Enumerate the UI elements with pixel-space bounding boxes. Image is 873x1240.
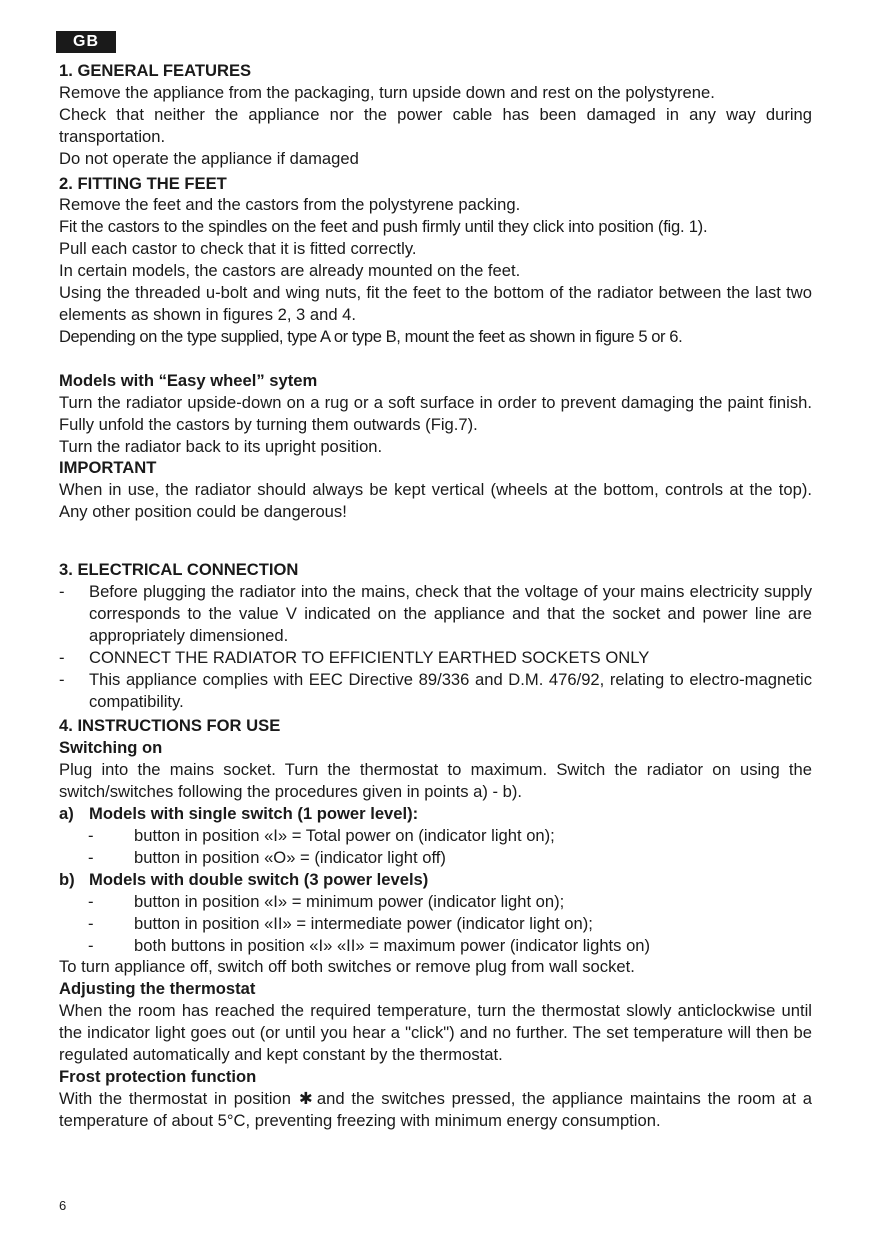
dash-list — [59, 581, 812, 712]
paragraph: Remove the appliance from the packaging, turn upside down and rest on the polystyrene. — [59, 82, 715, 102]
paragraph: When the room has reached the required temperature, turn the thermostat slowly anticlockwise until the indicator light goes out (or until you hear a "click") and no further. The set temperature will then be regulated automatically and kept constant by the thermostat. — [59, 1001, 812, 1065]
subsection-title: Models with “Easy wheel” sytem — [59, 370, 318, 390]
language-badge: GB — [56, 31, 116, 53]
list-item: - CONNECT THE RADIATOR TO EFFICIENTLY EARTHED SOCKETS ONLY — [59, 647, 812, 669]
option-letter: b) — [59, 869, 75, 889]
list-item: - Before plugging the radiator into the mains, check that the voltage of your mains electricity supply corresponds to the value V indicated on the appliance and that the socket and power line are appropriately dimensioned. — [59, 581, 812, 647]
paragraph: Pull each castor to check that it is fitted correctly. — [59, 239, 417, 259]
paragraph: To turn appliance off, switch off both switches or remove plug from wall socket. — [59, 957, 635, 977]
subsection-title: Adjusting the thermostat — [59, 979, 256, 999]
paragraph: Fit the castors to the spindles on the feet and push firmly until they click into position (fig. 1). — [59, 217, 708, 237]
paragraph: Plug into the mains socket. Turn the thermostat to maximum. Switch the radiator on using the switch/switches following the procedures given in points a) - b). — [59, 760, 812, 802]
text-fragment: With the thermostat in position — [59, 1088, 291, 1108]
section-easy-wheel — [59, 370, 812, 523]
section-instructions — [59, 715, 812, 1131]
list-item: - button in position «I» = Total power on (indicator light on); — [59, 825, 812, 847]
section-electrical-connection — [59, 559, 812, 712]
section-title: 4. INSTRUCTIONS FOR USE — [59, 716, 281, 736]
paragraph — [59, 1088, 812, 1132]
paragraph: When in use, the radiator should always be kept vertical (wheels at the bottom, controls at the top). Any other position could be dangerous! — [59, 480, 812, 522]
manual-content — [59, 60, 812, 1132]
paragraph: Turn the radiator back to its upright position. — [59, 436, 383, 456]
list-item: - This appliance complies with EEC Directive 89/336 and D.M. 476/92, relating to electro-magnetic compatibility. — [59, 669, 812, 713]
section-fitting-feet — [59, 173, 812, 348]
option-letter: a) — [59, 804, 74, 824]
option-b-heading — [59, 869, 812, 891]
text-fragment: and the switches pressed, the appliance maintains the room at a temperature of about 5°C, preventing freezing with minimum energy consumption. — [59, 1088, 812, 1130]
paragraph: Turn the radiator upside-down on a rug or a soft surface in order to prevent damaging the paint finish. Fully unfold the castors by turning them outwards (Fig.7). — [59, 392, 812, 434]
option-title: Models with single switch (1 power level): — [89, 804, 419, 824]
section-title: 2. FITTING THE FEET — [59, 173, 227, 193]
snowflake-icon: ✱ — [298, 1088, 313, 1108]
section-title: 3. ELECTRICAL CONNECTION — [59, 560, 299, 580]
list-item: - button in position «O» = (indicator light off) — [59, 847, 812, 869]
subsection-title: Switching on — [59, 738, 163, 758]
paragraph: Depending on the type supplied, type A or type B, mount the feet as shown in figure 5 or 6. — [59, 326, 683, 346]
paragraph: In certain models, the castors are already mounted on the feet. — [59, 261, 521, 281]
paragraph: Check that neither the appliance nor the power cable has been damaged in any way during transportation. — [59, 104, 812, 146]
option-title: Models with double switch (3 power levels) — [89, 869, 429, 889]
list-item: - button in position «II» = intermediate power (indicator light on); — [59, 913, 812, 935]
section-general-features — [59, 60, 812, 170]
option-b-list — [59, 891, 812, 957]
paragraph: Using the threaded u-bolt and wing nuts, fit the feet to the bottom of the radiator between the last two elements as shown in figures 2, 3 and 4. — [59, 283, 812, 324]
list-item: - both buttons in position «I» «II» = maximum power (indicator lights on) — [59, 935, 812, 957]
paragraph: Do not operate the appliance if damaged — [59, 148, 359, 168]
option-a-heading — [59, 803, 812, 825]
list-item: - button in position «I» = minimum power (indicator light on); — [59, 891, 812, 913]
section-title: 1. GENERAL FEATURES — [59, 61, 252, 80]
subsection-title: Frost protection function — [59, 1066, 257, 1086]
page-number: 6 — [59, 1198, 67, 1213]
option-a-list — [59, 825, 812, 869]
important-label: IMPORTANT — [59, 458, 157, 478]
paragraph: Remove the feet and the castors from the polystyrene packing. — [59, 195, 521, 215]
